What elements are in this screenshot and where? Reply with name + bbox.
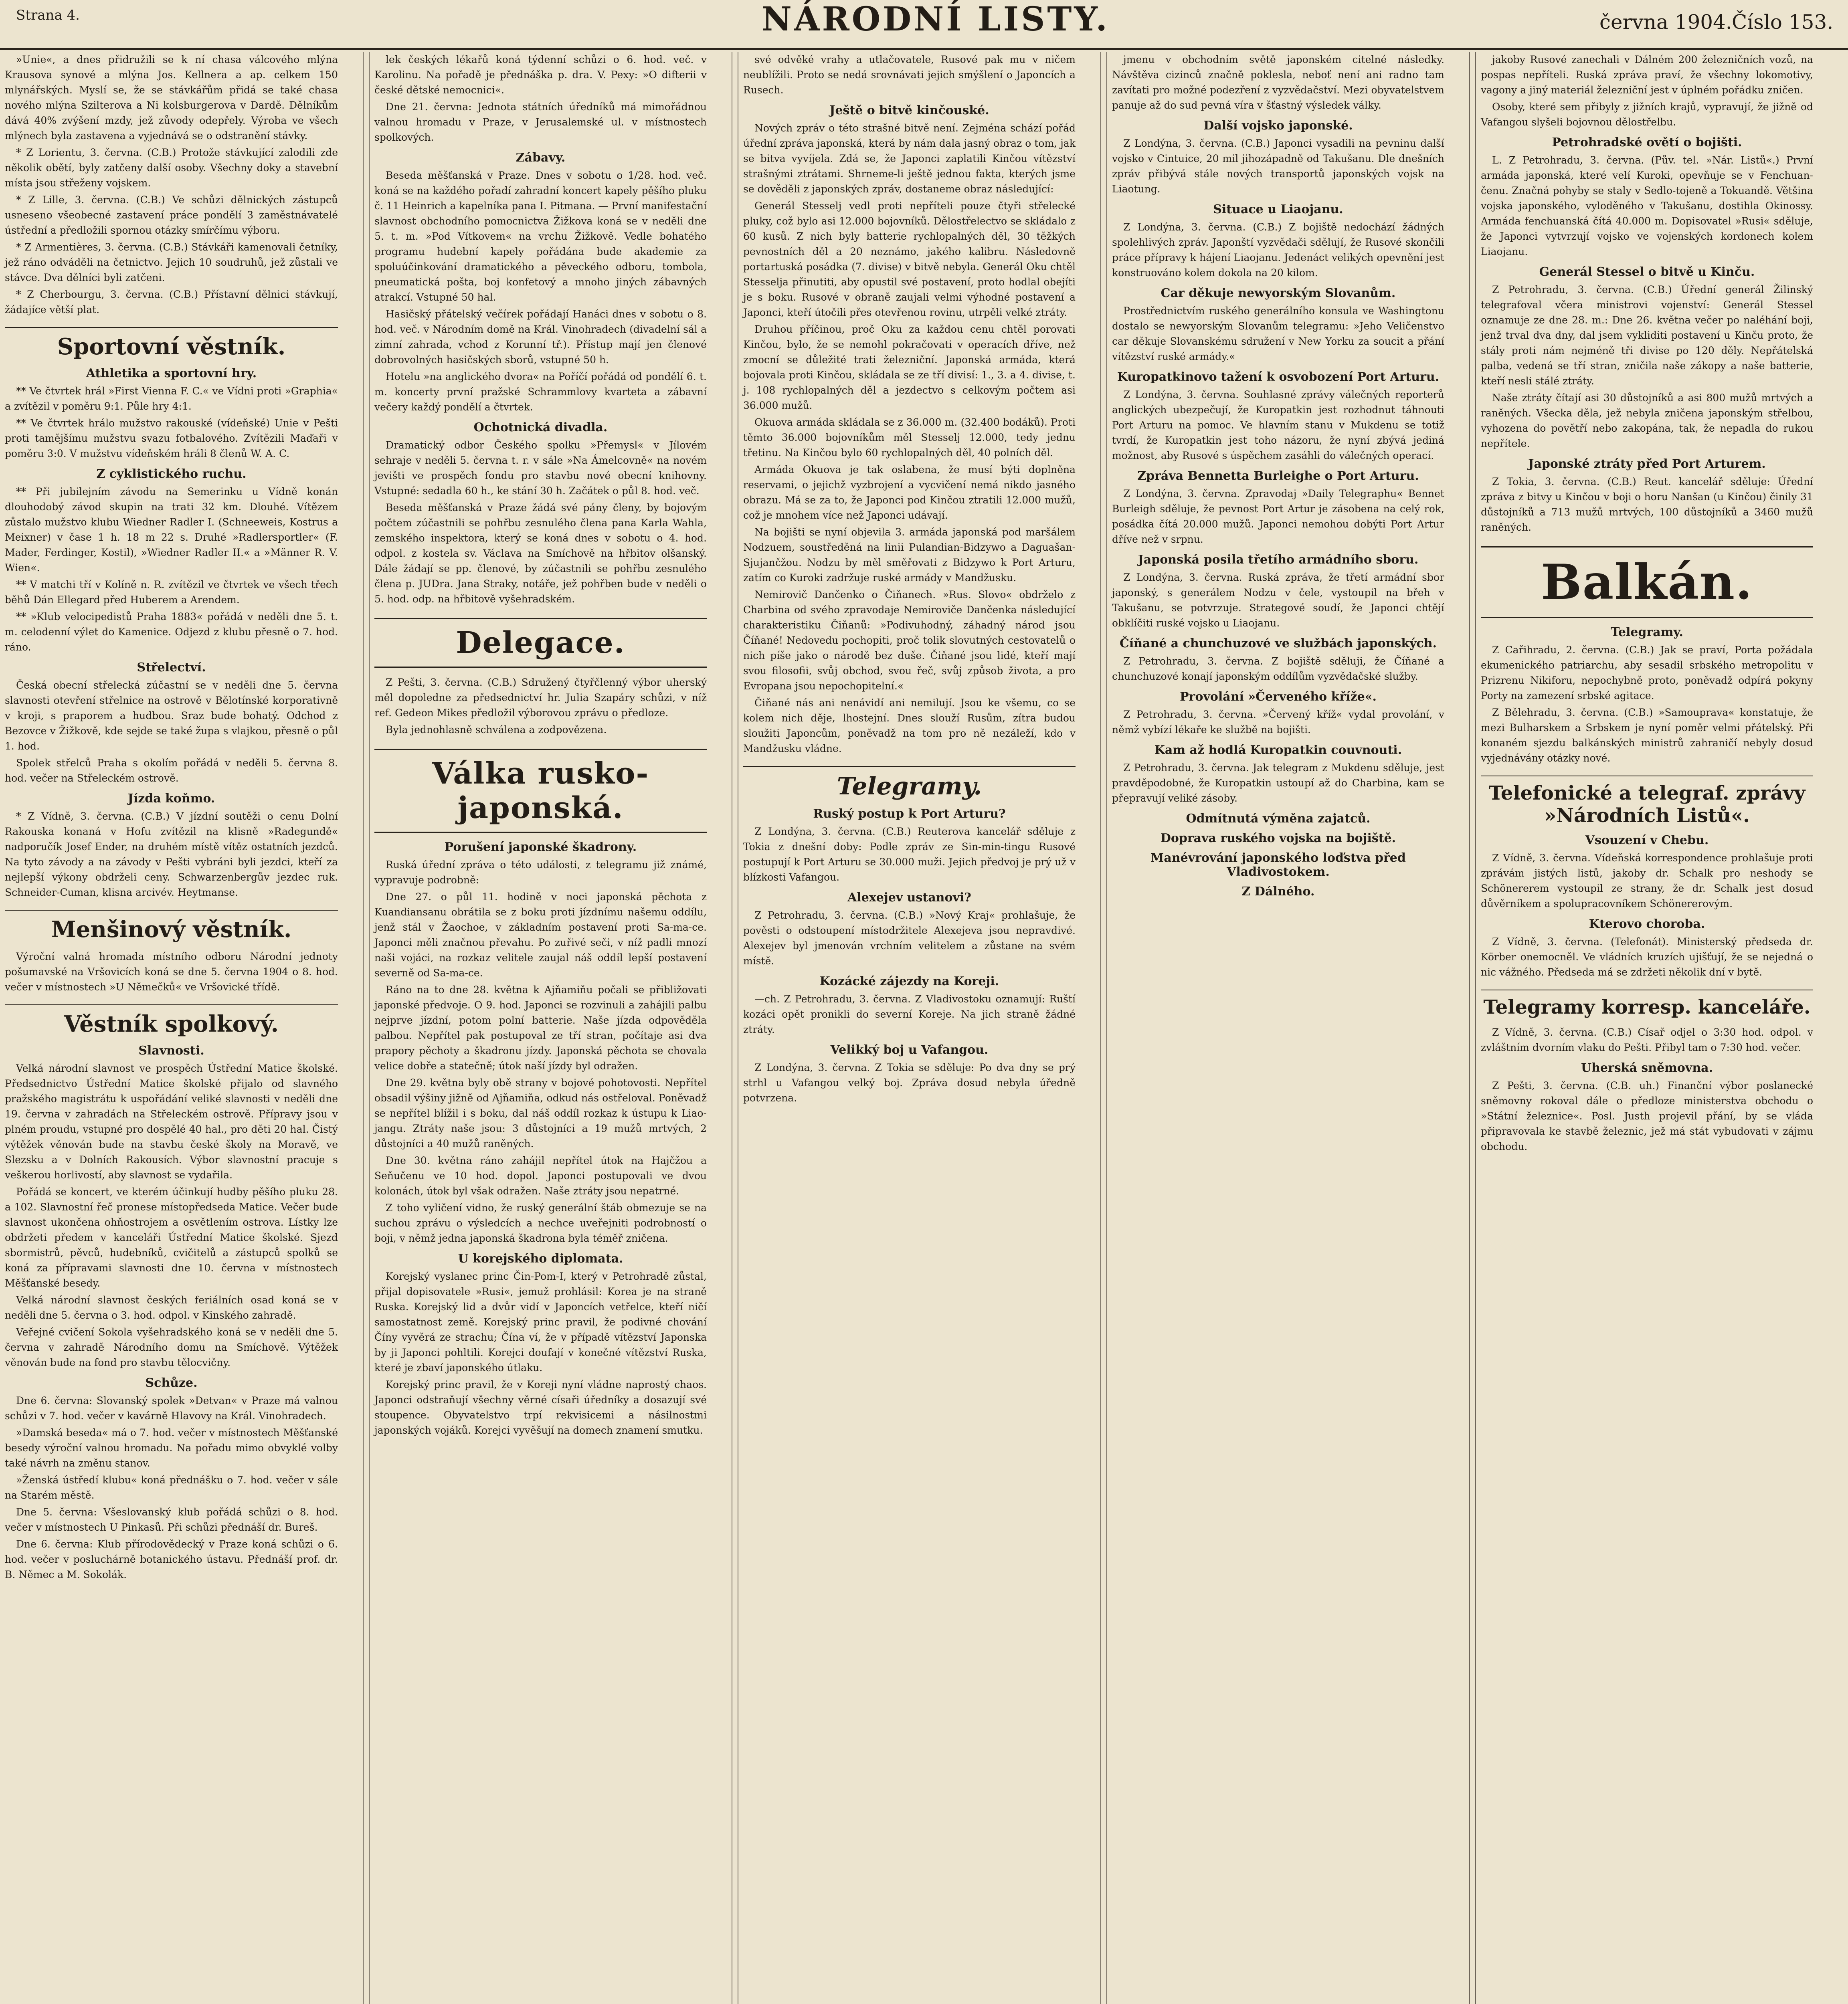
- article-paragraph: Armáda Okuova je tak oslabena, že musí býti doplněna reservami, o jejichž vyzbrojení a vycvičení nemá nikdo jasného obrazu. Má se za to, že Japonci pod Kinčou ztratili 12.000 mužů, což je mnohem více než Japonci udávají.: [743, 464, 1076, 521]
- article-paragraph: Z Londýna, 3. června. (C.B.) Z bojiště nedochází žádných spolehlivých zpráv. Japonští vyzvědači sdělují, že Rusové skončili práce přípravy k hájení Liaojanu. Jedenáct velikých opevnění jest konstruováno kolem dokola na 20 kilom.: [1112, 221, 1444, 279]
- article-paragraph: Z Petrohradu, 3. června. (C.B.) »Nový Kraj« prohlašuje, že pověsti o odstoupení místodržitele Alexejeva jsou nepravdivé. Alexejev byl jmenován vrchním velitelem a zůstane na svém místě.: [743, 909, 1076, 967]
- article-subheading: Zábavy.: [516, 151, 566, 165]
- article-subheading: Velikký boj u Vafangou.: [830, 1043, 989, 1057]
- section-heading: Sportovní věstník.: [5, 327, 338, 360]
- article-paragraph: * Z Lille, 3. června. (C.B.) Ve schůzi dělnických zástupců usneseno všeobecné zastavení práce pondělí 3 zaměstnávatelé ústřední a předložili spornou otázky smírčímu výboru.: [5, 194, 338, 236]
- article-paragraph: Z Pešti, 3. června. (C.B.) Sdružený čtyřčlenný výbor uherský měl dopoledne za předsednictví hr. Julia Szapáry schůzi, v níž ref. Gedeon Mikes předložil výborovou zprávu o předloze.: [374, 677, 707, 719]
- article-paragraph: Pořádá se koncert, ve kterém účinkují hudby pěšího pluku 28. a 102. Slavnostní řeč pronese místopředseda Matice. Večer bude slavnost ukončena ohňostrojem a osvětlením ostrova. Lístky lze obdržeti předem v kanceláři Ústřední Matice školské. Sjezd sbormistrů, pěvců, hudebníků, cvičitelů a zástupců spolků se koná za přípravami slavnosti dne 10. června v místnostech Měšťanské besedy.: [5, 1186, 338, 1289]
- article-paragraph: lek českých lékařů koná týdenní schůzi o 6. hod. več. v Karolinu. Na pořadě je přednáška p. dra. V. Pexy: »O difterii v české dětské nemocnici«.: [374, 54, 707, 96]
- article-subheading: Střelectví.: [137, 661, 206, 675]
- article-subheading: Doprava ruského vojska na bojiště.: [1160, 831, 1396, 845]
- article-paragraph: Generál Stesselj vedl proti nepříteli pouze čtyři střelecké pluky, což bylo asi 12.000 bojovníků. Dělostřelectvo se skládalo z 60 kusů. Z nich byly batterie rychlopalných děl, 30 těžkých pevnostních děl a 20 neznámo, jakého kalibru. Následovně portartuská posádka (7. divise) v bitvě nebyla. Generál Oku chtěl Stesselja přinutiti, aby opustil své postavení, proto hodlal obejíti je s boku. Rusové v obraně zaujali velmi výhodné postavení a Japonci, kteří útočili přes otevřenou rovinu, utrpěli velké ztráty.: [743, 200, 1076, 318]
- article-paragraph: Z Petrohradu, 3. června. (C.B.) Úřední generál Žilinský telegrafoval včera ministrovi vojenství: Generál Stessel oznamuje ze dne 28. m.: Dne 26. května večer po naléhání boji, jenž trval dva dny, dal jsem vykliditi postavení u Kinču proto, že stály proti nám nejméně tři divise po 120 děly. Nepřátelská palba, vedená se tří stran, zničila naše zákopy a naše batterie, kteří nesli stálé ztráty.: [1481, 284, 1813, 387]
- article-subheading: Ochotnická divadla.: [473, 420, 608, 434]
- article-paragraph: Nemirovič Dančenko o Čiňanech. »Rus. Slovo« obdrželo z Charbina od svého zpravodaje Nemiroviče Dančenka následující charakteristiku Čiňanů: »Podivuhodný, záhadný národ jsou Číňané! Nedovedu pochopiti, proč tolik slovutných cestovatelů o nich píše jako o národě bez duše. Čiňané jsou lidé, kteří mají svou filosofii, svůj obchod, svou řeč, svůj způsob života, a pro Evropana jsou nepochopitelní.«: [743, 589, 1076, 692]
- article-paragraph: Z Cařihradu, 2. června. (C.B.) Jak se praví, Porta požádala ekumenického patriarchu, aby sesadil srbského metropolitu v Prizrenu Nikiforu, nepochybně proto, poněvadž odpírá pokyny Porty na zamezení srbské agitace.: [1481, 644, 1813, 701]
- article-paragraph: Osoby, které sem přibyly z jižních krajů, vypravují, že jižně od Vafangou slyšeli bojovnou dělostřelbu.: [1481, 101, 1813, 128]
- article-subheading: U korejského diplomata.: [458, 1252, 623, 1266]
- article-paragraph: Z Londýna, 3. června. Z Tokia se sděluje: Po dva dny se prý strhl u Vafangou velký boj. Zpráva dosud nebyla úředně potvrzena.: [743, 1062, 1076, 1104]
- article-paragraph: Hasičský přátelský večírek pořádají Hanáci dnes v sobotu o 8. hod. več. v Národním domě na Král. Vinohradech (divadelní sál a zimní zahrada, vchod z Korunní tř.). Přístup mají jen členové dobrovolných hasičských sborů, vstupné 50 h.: [374, 308, 707, 366]
- section-heading-large: Válka rusko-japonská.: [374, 749, 707, 833]
- article-paragraph: Z Londýna, 3. června. Souhlasné zprávy válečných reporterů anglických ubezpečují, že Kuropatkin jest rozhodnut táhnouti Port Arturu na pomoc. Ve hlavním stanu v Mukdenu se totiž tvrdí, že Kuropatkin jest toho názoru, že nyní zbývá jediná možnost, aby Rusové s úspěchem zasáhli do válečných operací.: [1112, 389, 1444, 461]
- article-paragraph: Beseda měšťanská v Praze. Dnes v sobotu o 1/28. hod. več. koná se na každého pořadí zahradní koncert kapely pěšího pluku č. 11 Heinrich a kapelníka pana I. Pitmana. — První manifestační slavnost obchodního pomocnictva Žižkova koná se v neděli dne 5. t. m. »Pod Vítkovem« na vrchu Žižkově. Vedle bohatého programu hudební kapely pořádána bude akademie za spoluúčinkování dramatického a pěveckého odboru, tombola, pneumatická pošta, boj konfetový a mnoho jiných zábavných atrakcí. Vstupné 50 hal.: [374, 170, 707, 303]
- article-paragraph: Dne 30. května ráno zahájil nepřítel útok na Hajčžou a Seňučenu ve 10 hod. dopol. Japonci postupovali ve dvou kolonách, útok byl však odražen. Naše ztráty jsou nepatrné.: [374, 1155, 707, 1197]
- article-paragraph: Velká národní slavnost ve prospěch Ústřední Matice školské. Předsednictvo Ústřední Matice školské přijalo od slavného pražského magistrátu k uspořádání veliké slavnosti v neděli dne 19. června v zahradách na Střeleckém ostrově. Přípravy jsou v plném proudu, vstupné pro dospělé 40 hal., pro děti 20 hal. Čistý výtěžek věnován bude na stavbu české školy na Moravě, ve Slezsku a v Dolních Rakousích. Výbor slavnostní pracuje s veškerou horlivostí, aby slavnost se vydařila.: [5, 1063, 338, 1181]
- article-paragraph: Korejský vyslanec princ Čin-Pom-I, který v Petrohradě zůstal, přijal dopisovatele »Rusi«, jemuž prohlásil: Korea je na straně Ruska. Korejský lid a dvůr vidí v Japoncích vetřelce, kteří ničí samostatnost země. Korejský princ pravil, že podivné chování Číny vyvěrá ze strachu; Čína ví, že v případě vítězství Japonska by ji Japonci pohltili. Korejci doufají v konečné vítězství Ruska, které je zbaví japonského útlaku.: [374, 1271, 707, 1374]
- article-paragraph: Výroční valná hromada místního odboru Národní jednoty pošumavské na Vršovicích koná se dne 5. června 1904 o 8. hod. večer v místnostech »U Němečků« ve Vršovické třídě.: [5, 951, 338, 993]
- article-paragraph: * Z Cherbourgu, 3. června. (C.B.) Přístavní dělnici stávkují, žádajíce větší plat.: [5, 289, 338, 315]
- section-heading: Telefonické a telegraf. zprávy »Národních Listů«.: [1481, 776, 1813, 827]
- article-paragraph: * Z Armentières, 3. června. (C.B.) Stávkáři kamenovali četníky, jež ráno odváděli na četnictvo. Jejich 10 soudruhů, jež zůstali ve stávce. Dva dělníci byli zatčeni.: [5, 241, 338, 283]
- article-paragraph: Z Pešti, 3. června. (C.B. uh.) Finanční výbor poslanecké sněmovny rokoval dále o předloze ministerstva obchodu o »Státní železnice«. Posl. Justh projevil přání, by se vláda připravovala ke stavbě železnic, jež má stát vybudovati v zájmu obchodu.: [1481, 1080, 1813, 1152]
- column-5: [1475, 52, 1818, 2004]
- article-paragraph: Dramatický odbor Českého spolku »Přemysl« v Jílovém sehraje v neděli 5. června t. r. v sále »Na Ámelcovně« na novém jevišti ve prospěch fondu pro stavbu nové obecní knihovny. Vstupné: sedadla 60 h., ke stání 30 h. Začátek o půl 8. hod. več.: [374, 439, 707, 497]
- column-divider: [1469, 52, 1470, 2004]
- article-paragraph: Z Bělehradu, 3. června. (C.B.) »Samouprava« konstatuje, že mezi Bulharskem a Srbskem je nyní poměr velmi přátelský. Při konaném sjezdu balkánských ministrů zahraničí nebyly dosud vyjednávány otázky nové.: [1481, 707, 1813, 764]
- article-subheading: Kozácké zájezdy na Koreji.: [819, 974, 999, 988]
- column-2: [369, 52, 712, 2004]
- article-paragraph: Druhou příčinou, proč Oku za každou cenu chtěl porovati Kinčou, bylo, že se nemohl pokračovati v operacích dříve, než zmocní se důležité trati železniční. Japonská armáda, která bojovala proti Kinčou, skládala se ze tří divisí: 1., 3. a 4. divise, t. j. 108 rychlopalných děl a jezdectvo s celkovým počtem asi 36.000 mužů.: [743, 323, 1076, 411]
- article-paragraph: Dne 6. června: Klub přírodovědecký v Praze koná schůzi o 6. hod. večer v posluchárně botanického ústavu. Přednáší prof. dr. B. Němec a M. Sokolák.: [5, 1538, 338, 1580]
- article-subheading: Jízda koňmo.: [127, 792, 215, 806]
- article-subheading: Petrohradské ovětí o bojišti.: [1552, 135, 1742, 149]
- article-paragraph: Byla jednohlasně schválena a zodpovězena.: [386, 724, 607, 735]
- article-paragraph: Z Vídně, 3. června. (C.B.) Císař odjel o 3:30 hod. odpol. v zvláštním dvorním vlaku do Pešti. Přibyl tam o 7:30 hod. večer.: [1481, 1026, 1813, 1053]
- article-paragraph: Z toho vyličení vidno, že ruský generální štáb obmezuje se na suchou zprávu o výsledcích a nechce uveřejniti podrobností o boji, v němž jedna japonská škadrona byla téměř zničena.: [374, 1202, 707, 1244]
- article-subheading: Vsouzení v Chebu.: [1585, 833, 1709, 847]
- section-heading-large: Delegace.: [374, 618, 707, 668]
- section-heading: Menšinový věstník.: [5, 910, 338, 943]
- article-paragraph: Ruská úřední zpráva o této události, z telegramu již známé, vypravuje podrobně:: [374, 859, 707, 886]
- article-paragraph: Dne 5. června: Všeslovanský klub pořádá schůzi o 8. hod. večer v místnostech U Pinkasů. Při schůzi přednáší dr. Bureš.: [5, 1506, 338, 1533]
- article-paragraph: Beseda měšťanská v Praze žádá své pány členy, by bojovým počtem zúčastnili se pohřbu zesnulého člena pana Karla Wahla, zemského inspektora, který se koná dnes v sobotu o 4. hod. odpol. z kostela sv. Václava na Smíchově na hřbitov olšanský. Dále žádají se pp. členové, by zúčastnili se pohřbu zesnulého člena p. JUDra. Jana Straky, notáře, jež pohřben bude v neděli o 5. hod. odp. na hřbitově vyšehradském.: [374, 502, 707, 605]
- article-paragraph: ** »Klub velocipedistů Praha 1883« pořádá v neděli dne 5. t. m. celodenní výlet do Kamenice. Odjezd z klubu přesně o 7. hod. ráno.: [5, 611, 338, 653]
- article-paragraph: ** V matchi tří v Kolíně n. R. zvítězil ve čtvrtek ve všech třech běhů Dán Ellegard před Huberem a Arendem.: [5, 579, 338, 606]
- article-paragraph: Dne 27. o půl 11. hodině v noci japonská pěchota z Kuandiansanu obrátila se z boku proti jízdnímu našemu oddílu, jenž stál v Žaochoe, v základním postavení proti Sa-ma-ce. Japonci měli značnou převahu. Po zuřivé seči, v níž padli mnozí naši vojáci, na rozkaz velitele zaujal náš oddíl lepší postavení severně od Sa-ma-ce.: [374, 891, 707, 979]
- article-paragraph: své odvěké vrahy a utlačovatele, Rusové pak mu v ničem neublížili. Proto se nedá srovnávati jejich smýšlení o Japoncích a Rusech.: [743, 54, 1076, 96]
- article-paragraph: * Z Vídně, 3. června. (C.B.) V jízdní soutěži o cenu Dolní Rakouska konaná v Hofu zvítězil na klisně »Radegundě« nadporučík Josef Ender, na druhém místě vítěz ostatních jezdců. Na tyto závody a na závody v Pešti vybráni byli jezdci, kteří za nejlepší výkony obdrželi ceny. Schwarzenbergův jezdec ruk. Schneider-Cuman, klisna arcivév. Heytmanse.: [5, 810, 338, 898]
- article-subheading: Kam až hodlá Kuropatkin couvnouti.: [1154, 743, 1402, 757]
- article-paragraph: —ch. Z Petrohradu, 3. června. Z Vladivostoku oznamují: Ruští kozáci opět pronikli do severní Koreje. Na jich straně žádné ztráty.: [743, 993, 1076, 1035]
- issue-date: června 1904.: [1599, 10, 1732, 34]
- newspaper-title: NÁRODNÍ LISTY.: [762, 0, 1110, 38]
- article-paragraph: jmenu v obchodním světě japonském citelné následky. Návštěva cizinců značně poklesla, neboť není ani radno tam zavítati pro možné podezření z vyzvědačství. Mezi obyvatelstvem panuje až do sud pevná víra v šťastný výsledek války.: [1112, 54, 1444, 111]
- article-paragraph: Z Petrohradu, 3. června. »Červený kříž« vydal provolání, v němž vybízí lékaře ke službě na bojišti.: [1112, 709, 1444, 735]
- article-paragraph: Z Vídně, 3. června. Vídeňská korrespondence prohlašuje proti zprávám jistých listů, jakoby dr. Schalk pro neshody se Schönererem vystoupil ze strany, že dr. Schalk jest dosud důvěrníkem a spolupracovníkem Schönererovým.: [1481, 852, 1813, 909]
- section-heading-large: Balkán.: [1481, 546, 1813, 618]
- masthead: [0, 0, 1848, 50]
- page-number: Strana 4.: [16, 7, 80, 23]
- article-paragraph: Korejský princ pravil, že v Koreji nyní vládne naprostý chaos. Japonci odstraňují všechny věrné císaři úředníky a dosazují své stoupence. Obyvatelstvo trpí rekvisicemi a násilnostmi japonských vojáků. Korejci vyvěšují na domech znamení smutku.: [374, 1379, 707, 1436]
- article-subheading: Car děkuje newyorským Slovanům.: [1161, 286, 1396, 300]
- article-paragraph: Z Londýna, 3. června. (C.B.) Reuterova kancelář sděluje z Tokia z dnešní doby: Podle zpráv ze Sin-min-tingu Rusové postupují k Port Arturu se 30.000 muži. Jejich předvoj je prý už v blízkosti Vafangou.: [743, 826, 1076, 883]
- article-subheading: Zpráva Bennetta Burleighe o Port Arturu.: [1137, 469, 1419, 483]
- article-subheading: Porušení japonské škadrony.: [444, 840, 637, 854]
- column-1: [0, 52, 343, 2004]
- article-paragraph: ** Při jubilejním závodu na Semerinku u Vídně konán dlouhodobý závod skupin na trati 32 km. Dlouhé. Vítězem zůstalo mužstvo klubu Wiedner Radler I. (Schneeweis, Kostrus a Meixner) v čase 1 h. 18 m 22 s. Druhé »Radlersportler« (F. Mader, Ferdinger, Kostil), »Wiedner Radler II.« a »Männer R. V. Wien«.: [5, 486, 338, 574]
- article-paragraph: jakoby Rusové zanechali v Dálném 200 železničních vozů, na pospas nepříteli. Ruská zpráva praví, že všechny lokomotivy, vagony a jiný materiál železniční jest v úplném pořádku zničen.: [1481, 54, 1813, 96]
- article-paragraph: Naše ztráty čítají asi 30 důstojníků a asi 800 mužů mrtvých a raněných. Všecka děla, jež nebyla zničena japonským střelbou, vyhozena do povětří nebo zakopána, tak, že nepadla do rukou nepřítele.: [1481, 392, 1813, 449]
- issue-number: Číslo 153.: [1732, 10, 1834, 34]
- article-paragraph: Nových zpráv o této strašné bitvě není. Zejména schází pořád úřední zpráva japonská, která by nám dala jasný obraz o tom, jak se bitva vyvíjela. Zdá se, že Japonci zaplatili Kinčou vítězství strašnými ztrátami. Shrneme-li ještě jednou fakta, kterých jsme se dověděli z japonských zpráv, dostaneme obraz následující:: [743, 122, 1076, 195]
- article-subheading: Kuropatkinovo tažení k osvobození Port Arturu.: [1117, 370, 1440, 384]
- article-paragraph: Z Petrohradu, 3. června. Z bojiště sděluji, že Číňané a chunchuzové konají japonským oddílům vyzvědačské služby.: [1112, 655, 1444, 682]
- article-paragraph: Velká národní slavnost českých feriálních osad koná se v neděli dne 5. června o 3. hod. odpol. v Kinského zahradě.: [5, 1294, 338, 1321]
- article-subheading: Slavnosti.: [138, 1044, 204, 1058]
- article-paragraph: Z Londýna, 3. června. Zpravodaj »Daily Telegraphu« Bennet Burleigh sděluje, že pevnost Port Artur je zásobena na celý rok, posádka čítá 20.000 mužů. Japonci nemohou dobýti Port Artur dříve než v srpnu.: [1112, 488, 1444, 545]
- article-paragraph: Veřejné cvičení Sokola vyšehradského koná se v neděli dne 5. června v zahradě Národního domu na Smíchově. Výtěžek věnován bude na fond pro stavbu tělocvičny.: [5, 1326, 338, 1368]
- article-subheading: Manévrování japonského loďstva před Vladivostokem.: [1150, 851, 1406, 879]
- article-subheading: Uherská sněmovna.: [1581, 1061, 1713, 1075]
- article-subheading: Alexejev ustanovi?: [847, 891, 971, 905]
- article-paragraph: Okuova armáda skládala se z 36.000 m. (32.400 bodáků). Proti těmto 36.000 bojovníkům měl Stesselj 12.000, tedy jednu třetinu. Na Kinčou bylo 60 rychlopalných děl, 40 polních děl.: [743, 416, 1076, 459]
- article-subheading: Další vojsko japonské.: [1203, 119, 1353, 133]
- column-3: [738, 52, 1080, 2004]
- column-4: [1106, 52, 1449, 2004]
- article-paragraph: Prostřednictvím ruského generálního konsula ve Washingtonu dostalo se newyorským Slovanům telegramu: »Jeho Veličenstvo car děkuje Slovanskému sdružení v New Yorku za soucit a přání vítězství ruské armády.«: [1112, 305, 1444, 362]
- article-subheading: Generál Stessel o bitvě u Kinču.: [1539, 265, 1755, 279]
- article-paragraph: Dne 29. května byly obě strany v bojové pohotovosti. Nepřítel obsadil výšiny jižně od Ajňamiňa, odkud nás ostřeloval. Poněvadž se nepřítel blížil i s boku, dal náš oddíl rozkaz k ústupu k Liao-jangu. Ztráty naše jsou: 3 důstojníci a 19 mužů mrtvých, 2 důstojníci a 40 mužů raněných.: [374, 1077, 707, 1149]
- article-paragraph: ** Ve čtvrtek hrálo mužstvo rakouské (vídeňské) Unie v Pešti proti tamějšímu mužstvu svazu fotbalového. Zvítězili Maďaři v poměru 3:0. V mužstvu vídeňském hráli 8 členů W. A. C.: [5, 417, 338, 459]
- article-paragraph: Z Vídně, 3. června. (Telefonát). Ministerský předseda dr. Körber onemocněl. Ve vládních kruzích ujišťují, že se nejedná o nic vážného. Předseda má se zdržeti několik dní v bytě.: [1481, 936, 1813, 978]
- article-subheading: Schůze.: [145, 1376, 198, 1390]
- article-paragraph: »Damská beseda« má o 7. hod. večer v místnostech Měšťanské besedy výroční valnou hromadu. Na pořadu mimo obvyklé volby také návrh na změnu stanov.: [5, 1427, 338, 1469]
- article-paragraph: »Unie«, a dnes přidružili se k ní chasa válcového mlýna Krausova synové a mlýna Jos. Kellnera a ap. celkem 150 mlynářských. Myslí se, že se stávkářům přidá se také chasa nového mlýna Szilterova a Ni kolsburgerova v Dardě. Dělníkům dává 40% zvýšení mzdy, jež zůvody odepřely. Výroba ve všech mlýnech byla zastavena a vyjednává se o odstranění stávky.: [5, 54, 338, 141]
- article-subheading: Athletika a sportovní hry.: [86, 366, 257, 380]
- article-paragraph: Dne 21. června: Jednota státních úředníků má mimořádnou valnou hromadu v Praze, v Jerusalemské ul. v místnostech spolkových.: [374, 101, 707, 143]
- article-subheading: Z cyklistického ruchu.: [96, 467, 247, 481]
- article-subheading: Telegramy.: [1611, 625, 1683, 639]
- article-paragraph: Z Londýna, 3. června. (C.B.) Japonci vysadili na pevninu další vojsko v Cintuice, 20 mil jihozápadně od Takušanu. Dle dnešních zpráv přibývá stále nových transportů japonských vojsk na Liaotung.: [1112, 137, 1444, 195]
- article-paragraph: L. Z Petrohradu, 3. června. (Pův. tel. »Nár. Listů«.) První armáda japonská, které velí Kuroki, opevňuje se v Fenchuan-čenu. Značná pohyby se staly v Sedlo-tojeně a Tokuandě. Většina vojska japonského, vyloděného v Takušanu, dostihla Okinossy. Armáda fenchuanská čítá 40.000 m. Dopisovatel »Rusi« sděluje, že Japonci vytvrzují vojsko ve vojenských kordonech kolem Liaojanu.: [1481, 154, 1813, 257]
- article-paragraph: »Ženská ústředí klubu« koná přednášku o 7. hod. večer v sále na Starém městě.: [5, 1474, 338, 1501]
- article-subheading: Japonská posila třetího armádního sboru.: [1138, 553, 1419, 567]
- section-heading: Telegramy.: [743, 766, 1076, 800]
- article-paragraph: Na bojišti se nyní objevila 3. armáda japonská pod maršálem Nodzuem, soustředěná na linii Pulandian-Bidzywo a Daguašan-Sjujančžou. Nodzu by měl směřovati z Bidzywo k Port Arturu, zatím co Kuroki zadržuje ruské armády v Mandžusku.: [743, 526, 1076, 584]
- article-paragraph: Hotelu »na anglického dvora« na Poříčí pořádá od pondělí 6. t. m. koncerty první pražské Schrammlovy kvarteta a zábavní večery každý pondělí a čtvrtek.: [374, 371, 707, 413]
- column-divider: [1100, 52, 1101, 2004]
- article-paragraph: Čiňané nás ani nenávidí ani nemilují. Jsou ke všemu, co se kolem nich děje, lhostejní. Dnes slouží Rusům, zítra budou sloužiti Japoncům, poněvadž na tom pro ně nezáleží, kdo v Mandžusku vládne.: [743, 697, 1076, 754]
- article-subheading: Ještě o bitvě kinčouské.: [829, 103, 989, 117]
- section-heading: Telegramy korresp. kanceláře.: [1481, 990, 1813, 1018]
- article-paragraph: Z Londýna, 3. června. Ruská zpráva, že třetí armádní sbor japonský, s generálem Nodzu v čele, vystoupil na břeh v Takušanu, se potvrzuje. Strategové soudí, že Japonci chtějí obklíčiti ruské vojsko u Liaojanu.: [1112, 572, 1444, 629]
- article-subheading: Ruský postup k Port Arturu?: [813, 807, 1006, 821]
- section-heading: Věstník spolkový.: [5, 1004, 338, 1037]
- article-subheading: Provolání »Červeného kříže«.: [1180, 690, 1377, 704]
- article-subheading: Odmítnutá výměna zajatců.: [1186, 812, 1371, 826]
- article-paragraph: Z Tokia, 3. června. (C.B.) Reut. kancelář sděluje: Úřední zpráva z bitvy u Kinčou v boji o horu Nanšan (u Kinčou) činily 31 důstojníků a 713 mužů mrtvých, 100 důstojníků a 3460 mužů raněných.: [1481, 476, 1813, 533]
- column-divider: [363, 52, 364, 2004]
- article-subheading: Číňané a chunchuzové ve službách japonských.: [1119, 636, 1437, 650]
- article-paragraph: Z Petrohradu, 3. června. Jak telegram z Mukdenu sděluje, jest pravděpodobné, že Kuropatkin ustoupí až do Charbina, kam se přepravují veliké zásoby.: [1112, 762, 1444, 804]
- article-subheading: Z Dálného.: [1241, 885, 1315, 899]
- article-subheading: Kterovo choroba.: [1589, 917, 1705, 931]
- article-paragraph: Dne 6. června: Slovanský spolek »Detvan« v Praze má valnou schůzi v 7. hod. večer v kavárně Hlavovy na Král. Vinohradech.: [5, 1395, 338, 1422]
- article-paragraph: Spolek střelců Praha s okolím pořádá v neděli 5. června 8. hod. večer na Střeleckém ostrově.: [5, 757, 338, 784]
- article-subheading: Japonské ztráty před Port Arturem.: [1528, 457, 1766, 471]
- article-paragraph: Ráno na to dne 28. května k Ajňamiňu počali se přibližovati japonské předvoje. O 9. hod. Japonci se rozvinuli a zahájili palbu nejprve jízdní, potom polní batterie. Naše jízda odpověděla palbou. Nepřítel pak postupoval ze tří stran, počítaje asi dva prapory pěchoty a škadronu jízdy. Japonská pěchota se chovala velice dobře a statečně; útok naší jízdy byl odražen.: [374, 984, 707, 1072]
- article-paragraph: ** Ve čtvrtek hrál »First Vienna F. C.« ve Vídni proti »Graphia« a zvítězil v poměru 9:1. Půle hry 4:1.: [5, 385, 338, 412]
- article-paragraph: * Z Lorientu, 3. června. (C.B.) Protože stávkující zalodili zde několik obětí, byly zatčeny další osoby. Všechny doky a stavební místa jsou střeženy vojskem.: [5, 147, 338, 189]
- article-paragraph: Česká obecní střelecká zúčastní se v neděli dne 5. června slavnosti otevření střelnice na ostrově v Bělotínské korporativně v kroji, s praporem a hudbou. Sraz bude bohatý. Odchod z Bezovce v Žižkově, kde sejde se také župa s vlajkou, přesně o půl 1. hod.: [5, 679, 338, 752]
- article-subheading: Situace u Liaojanu.: [1213, 202, 1343, 216]
